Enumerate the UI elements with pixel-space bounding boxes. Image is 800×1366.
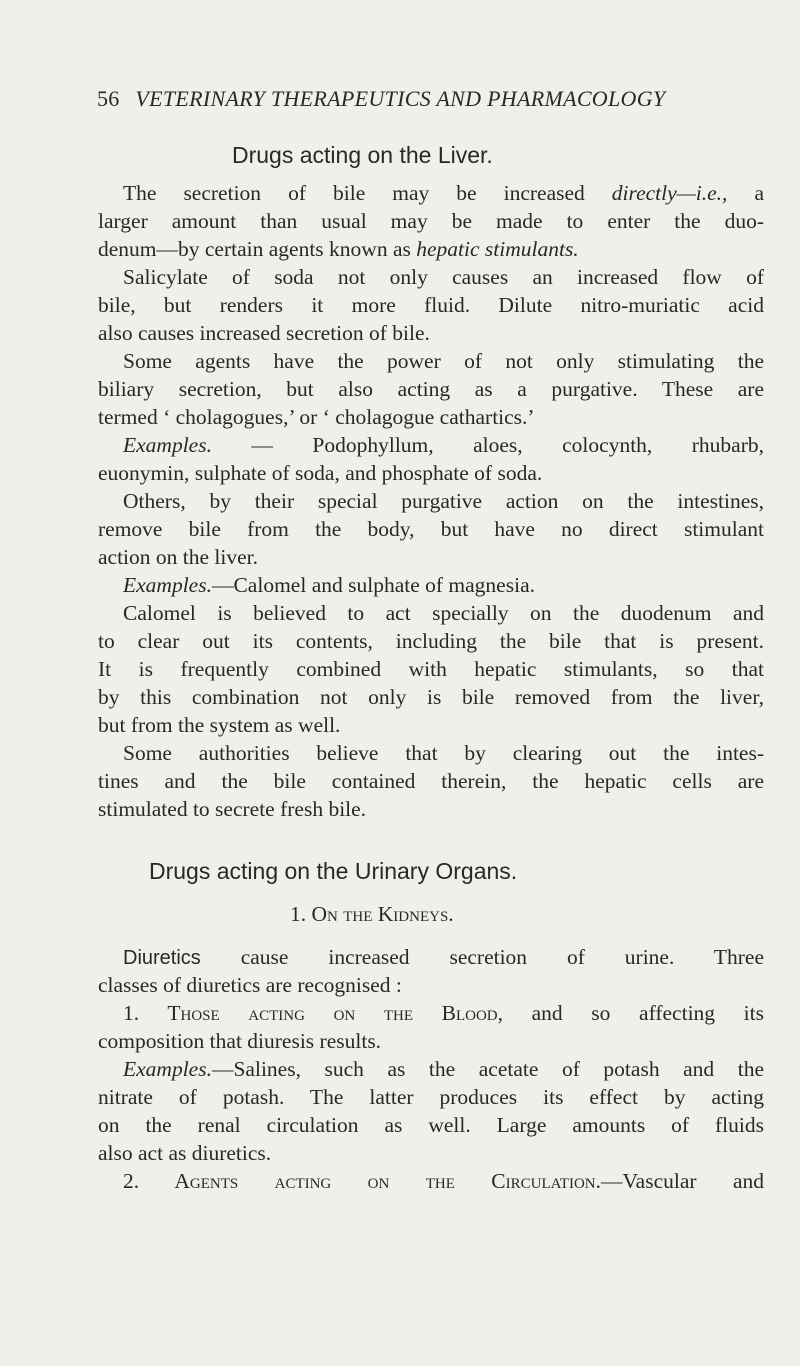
text-line: Examples.—Calomel and sulphate of magnesia.	[123, 573, 535, 597]
text-line: also act as diuretics.	[98, 1141, 272, 1165]
text-line: Salicylate of soda not only causes an increased flow of	[123, 265, 764, 289]
section-heading-urinary: Drugs acting on the Urinary Organs.	[149, 858, 518, 884]
text-line: by this combination not only is bile removed from the liver,	[98, 685, 764, 709]
text-line: termed ‘ cholagogues,’ or ‘ cholagogue cathartics.’	[98, 405, 535, 429]
running-title: VETERINARY THERAPEUTICS AND PHARMACOLOGY	[135, 86, 666, 111]
text-line: Examples. — Podophyllum, aloes, colocynth, rhubarb,	[123, 433, 764, 457]
text-line: Examples.—Salines, such as the acetate of potash and the	[123, 1057, 764, 1081]
text-line: tines and the bile contained therein, the hepatic cells are	[98, 769, 764, 793]
text-line: action on the liver.	[98, 545, 259, 569]
term-diuretics: Diuretics	[123, 947, 201, 969]
text-line: denum—by certain agents known as hepatic stimulants.	[98, 237, 579, 261]
text-line: stimulated to secrete fresh bile.	[98, 797, 367, 821]
page-number: 56	[97, 86, 120, 111]
text-line: larger amount than usual may be made to enter the duo-	[98, 209, 764, 233]
text-line: The secretion of bile may be increased directly—i.e., a	[123, 181, 764, 205]
text-line: Diuretics cause increased secretion of urine. Three	[123, 945, 764, 969]
text-line: composition that diuresis results.	[98, 1029, 382, 1053]
text-line: Some agents have the power of not only stimulating the	[123, 349, 764, 373]
text-line: to clear out its contents, including the bile that is present.	[98, 629, 764, 653]
text-line: Calomel is believed to act specially on the duodenum and	[123, 601, 764, 625]
text-line: but from the system as well.	[98, 713, 341, 737]
text-line: 1. Those acting on the Blood, and so affecting its	[123, 1001, 764, 1025]
text-line: Others, by their special purgative action on the intestines,	[123, 489, 764, 513]
section-heading-liver: Drugs acting on the Liver.	[232, 142, 493, 168]
text-line: It is frequently combined with hepatic stimulants, so that	[98, 657, 764, 681]
text-line: Some authorities believe that by clearing out the intes-	[123, 741, 764, 765]
text-line: euonymin, sulphate of soda, and phosphate of soda.	[98, 461, 543, 485]
running-header	[97, 86, 777, 112]
text-line: also causes increased secretion of bile.	[98, 321, 430, 345]
text-line: 2. Agents acting on the Circulation.—Vascular and	[123, 1169, 764, 1193]
text-line: nitrate of potash. The latter produces its effect by acting	[98, 1085, 764, 1109]
text-line: on the renal circulation as well. Large amounts of fluids	[98, 1113, 764, 1137]
text-line: biliary secretion, but also acting as a purgative. These are	[98, 377, 764, 401]
text-line: remove bile from the body, but have no direct stimulant	[98, 517, 764, 541]
subheading-kidneys: 1. On the Kidneys.	[290, 902, 454, 926]
text-line: bile, but renders it more fluid. Dilute nitro-muriatic acid	[98, 293, 764, 317]
text-line: classes of diuretics are recognised :	[98, 973, 402, 997]
